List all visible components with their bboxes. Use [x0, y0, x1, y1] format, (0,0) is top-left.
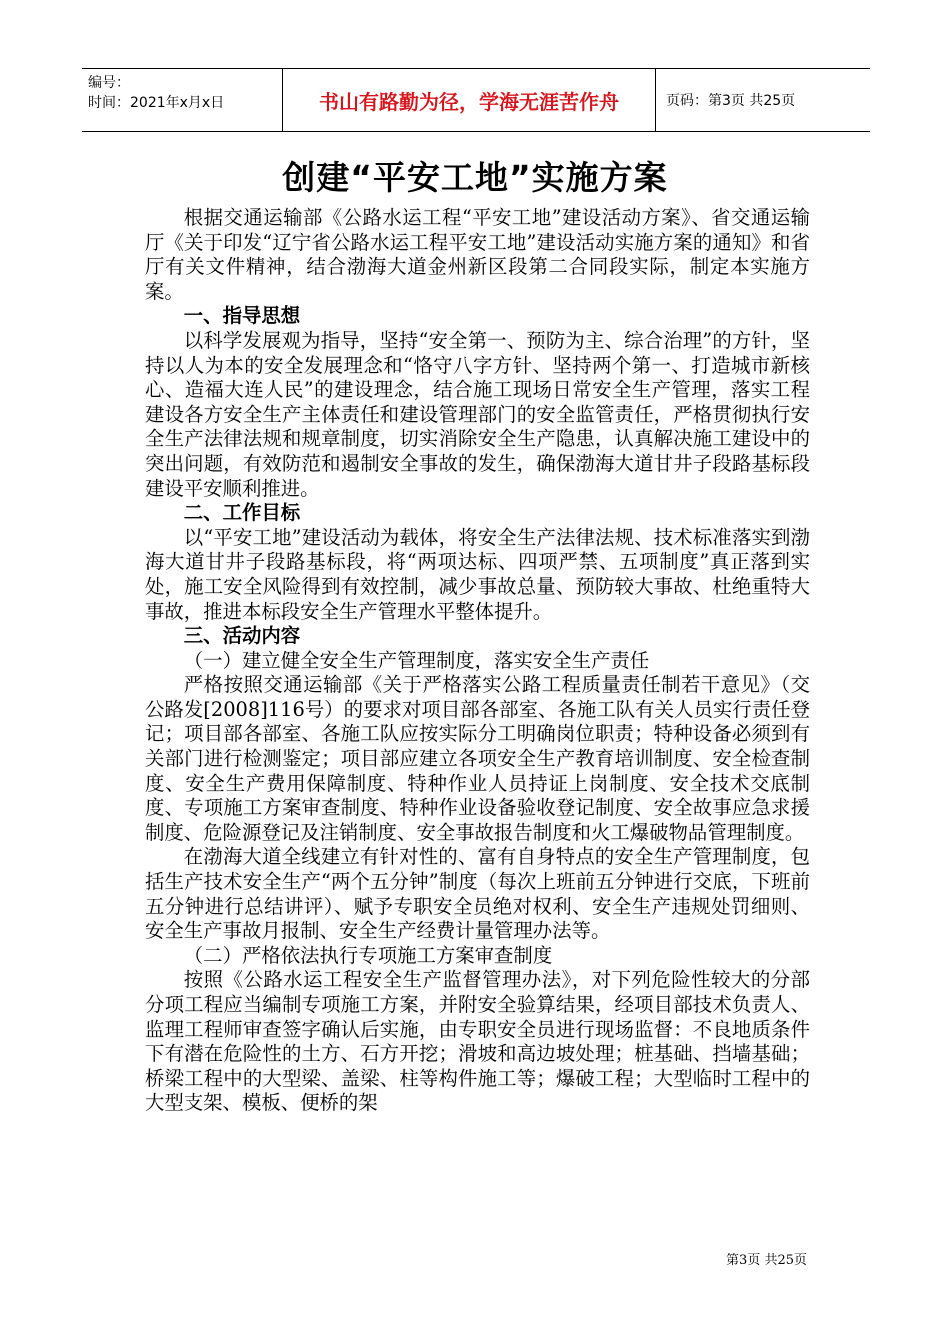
intro-paragraph: 根据交通运输部《公路水运工程“平安工地”建设活动方案》、省交通运输厅《关于印发“辽宁省公路水运工程平安工地”建设活动实施方案的通知》和省厅有关文件精神，结合渤海大道金州新区段第二合同段实际，制定本实施方案。	[145, 206, 810, 303]
work-goals-paragraph: 以“平安工地”建设活动为载体，将安全生产法律法规、技术标准落实到渤海大道甘井子段路基标段，将“两项达标、四项严禁、五项制度”真正落到实处，施工安全风险得到有效控制，减少事故总量、预防较大事故、杜绝重特大事故，推进本标段安全生产管理水平整体提升。	[145, 525, 810, 623]
safety-system-paragraph-1: 严格按照交通运输部《关于严格落实公路工程质量责任制若干意见》（交公路发[2008]116号）的要求对项目部各部室、各施工队有关人员实行责任登记；项目部各部室、各施工队应按实际分工明确岗位职责；特种设备必须到有关部门进行检测鉴定；项目部应建立各项安全生产教育培训制度、安全检查制度、安全生产费用保障制度、特种作业人员持证上岗制度、安全技术交底制度、专项施工方案审查制度、特种作业设备验收登记制度、安全故事应急求援制度、危险源登记及注销制度、安全事故报告制度和火工爆破物品管理制度。	[145, 673, 810, 844]
section-heading-activity-content: 三、活动内容	[183, 624, 301, 648]
page-footer: 第3页 共25页	[726, 1253, 807, 1268]
guiding-ideology-paragraph: 以科学发展观为指导，坚持“安全第一、预防为主、综合治理”的方针，坚持以人为本的安全发展理念和“恪守八字方针、坚持两个第一、打造城市新核心、造福大连人民”的建设理念，结合施工现场日常安全生产管理，落实工程建设各方安全生产主体责任和建设管理部门的安全监管责任，严格贯彻执行安全生产法律法规和规章制度，切实消除安全生产隐患，认真解决施工建设中的突出问题，有效防范和遏制安全事故的发生，确保渤海大道甘井子段路基标段建设平安顺利推进。	[145, 328, 810, 500]
special-plan-paragraph: 按照《公路水运工程安全生产监督管理办法》，对下列危险性较大的分部分项工程应当编制专项施工方案，并附安全验算结果，经项目部技术负责人、监理工程师审查签字确认后实施，由专职安全员进行现场监督：不良地质条件下有潜在危险性的土方、石方开挖；滑坡和高边坡处理；桩基础、挡墙基础；桥梁工程中的大型梁、盖梁、柱等构件施工等；爆破工程；大型临时工程中的大型支架、模板、便桥的架	[145, 968, 810, 1115]
subsection-heading-special-plan: （二）严格依法执行专项施工方案审查制度	[183, 943, 553, 967]
page-header	[82, 68, 870, 132]
header-page-number: 页码：第3页 共25页	[666, 93, 796, 109]
doc-date-label: 时间：2021年x月x日	[88, 95, 225, 111]
subsection-heading-safety-system: （一）建立健全安全生产管理制度，落实安全生产责任	[183, 648, 650, 672]
safety-system-paragraph-2: 在渤海大道全线建立有针对性的、富有自身特点的安全生产管理制度，包括生产技术安全生产“两个五分钟”制度（每次上班前五分钟进行交底，下班前五分钟进行总结讲评）、赋予专职安全员绝对权利、安全生产违规处罚细则、安全生产事故月报制、安全生产经费计量管理办法等。	[145, 845, 810, 943]
section-heading-guiding-ideology: 一、指导思想	[183, 304, 301, 328]
header-meta	[82, 69, 282, 131]
section-heading-work-goals: 二、工作目标	[183, 501, 301, 525]
header-motto: 书山有路勤为径，学海无涯苦作舟	[282, 69, 656, 131]
document-body	[145, 206, 810, 1116]
doc-number-label: 编号：	[88, 75, 130, 91]
document-title: 创建“平安工地”实施方案	[282, 158, 668, 197]
